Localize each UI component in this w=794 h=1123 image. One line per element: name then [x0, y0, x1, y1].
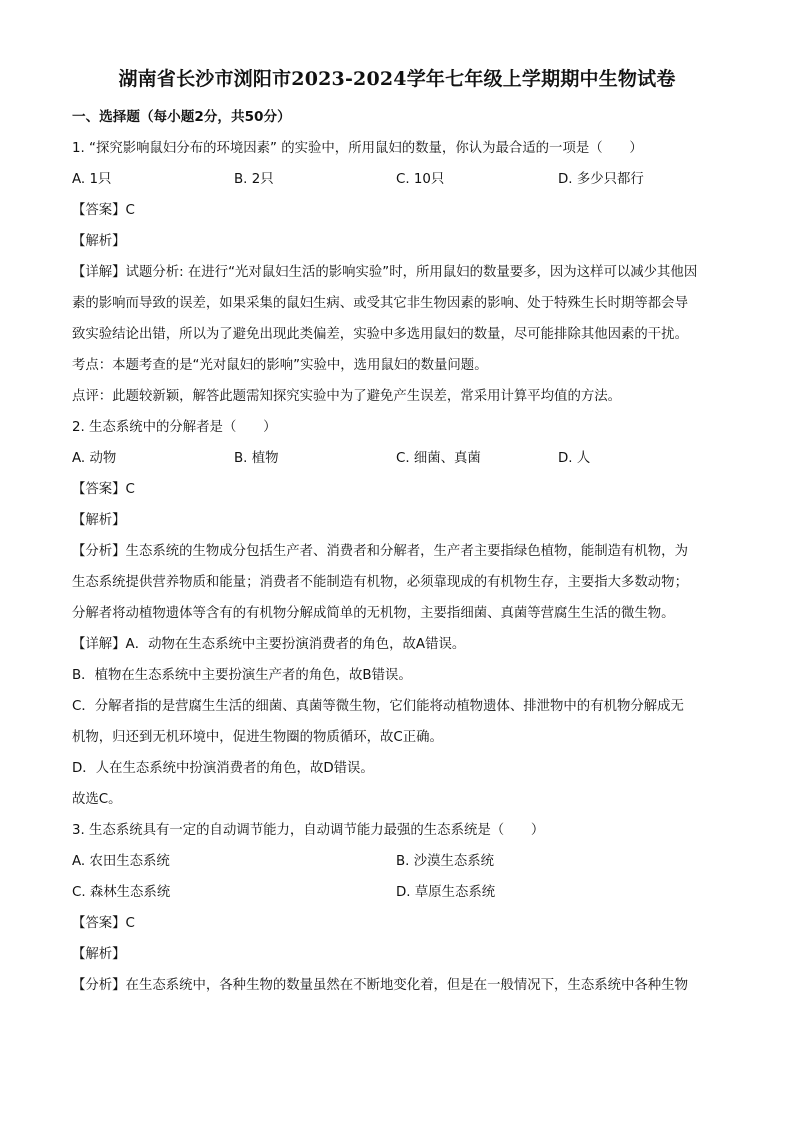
section-heading: 一、选择题（每小题2分，共50分）	[72, 109, 291, 125]
option-b: B. 植物	[234, 451, 279, 466]
question-2-analysis-label: 【解析】	[72, 513, 126, 528]
question-2-body-line: 分解者将动植物遗体等含有的有机物分解成简单的无机物，主要指细菌、真菌等营腐生生活的微生物。	[72, 606, 675, 621]
question-3-body-line: 【分析】在生态系统中，各种生物的数量虽然在不断地变化着，但是在一般情况下，生态系统中各种生物	[72, 978, 688, 993]
question-2-options	[72, 443, 722, 474]
question-2-stem: 2. 生态系统中的分解者是（ ）	[72, 420, 277, 435]
question-2-body-line: 机物，归还到无机环境中，促进生物圈的物质循环，故C正确。	[72, 730, 443, 745]
option-c: C. 10只	[396, 172, 445, 187]
option-c: C. 森林生态系统	[72, 885, 171, 900]
question-1-answer: 【答案】C	[72, 203, 135, 218]
page-title: 湖南省长沙市浏阳市2023-2024学年七年级上学期期中生物试卷	[118, 68, 676, 90]
question-2-body-line: 【分析】生态系统的生物成分包括生产者、消费者和分解者，生产者主要指绿色植物，能制造有机物，为	[72, 544, 688, 559]
option-a: A. 1只	[72, 172, 112, 187]
question-1-options	[72, 164, 722, 195]
question-2-answer: 【答案】C	[72, 482, 135, 497]
question-1-detail-line: 点评：此题较新颖，解答此题需知探究实验中为了避免产生误差，常采用计算平均值的方法。	[72, 389, 622, 404]
question-3-stem: 3. 生态系统具有一定的自动调节能力，自动调节能力最强的生态系统是（ ）	[72, 823, 545, 838]
question-3-analysis-label: 【解析】	[72, 947, 126, 962]
question-3-options-row-1	[72, 846, 722, 877]
option-d: D. 多少只都行	[558, 172, 644, 187]
question-1-detail-line: 素的影响而导致的误差，如果采集的鼠妇生病、或受其它非生物因素的影响、处于特殊生长时期等都会导	[72, 296, 688, 311]
question-1-analysis-label: 【解析】	[72, 234, 126, 249]
question-1-stem: 1. “探究影响鼠妇分布的环境因素” 的实验中，所用鼠妇的数量，你认为最合适的一项是（ ）	[72, 141, 643, 156]
option-d: D. 人	[558, 451, 591, 466]
question-1-detail-line: 致实验结论出错，所以为了避免出现此类偏差，实验中多选用鼠妇的数量，尽可能排除其他因素的干扰。	[72, 327, 688, 342]
option-a: A. 农田生态系统	[72, 854, 170, 869]
question-2-body-line: D．人在生态系统中扮演消费者的角色，故D错误。	[72, 761, 374, 776]
question-2-body-line: B．植物在生态系统中主要扮演生产者的角色，故B错误。	[72, 668, 412, 683]
option-b: B. 2只	[234, 172, 274, 187]
question-2-body-line: C．分解者指的是营腐生生活的细菌、真菌等微生物，它们能将动植物遗体、排泄物中的有机物分解成无	[72, 699, 684, 714]
option-a: A. 动物	[72, 451, 117, 466]
question-1-detail-line: 【详解】试题分析: 在进行“光对鼠妇生活的影响实验”时，所用鼠妇的数量要多，因为这样可以减少其他因	[72, 265, 698, 280]
question-2-body-line: 生态系统提供营养物质和能量；消费者不能制造有机物，必须靠现成的有机物生存，主要指大多数动物；	[72, 575, 688, 590]
question-3-options-row-2	[72, 877, 722, 908]
option-d: D. 草原生态系统	[396, 885, 496, 900]
question-2-body-line: 【详解】A．动物在生态系统中主要扮演消费者的角色，故A错误。	[72, 637, 466, 652]
question-2-body-line: 故选C。	[72, 792, 122, 807]
option-c: C. 细菌、真菌	[396, 451, 481, 466]
question-1-detail-line: 考点：本题考查的是“光对鼠妇的影响”实验中，选用鼠妇的数量问题。	[72, 358, 488, 373]
option-b: B. 沙漠生态系统	[396, 854, 495, 869]
question-3-answer: 【答案】C	[72, 916, 135, 931]
